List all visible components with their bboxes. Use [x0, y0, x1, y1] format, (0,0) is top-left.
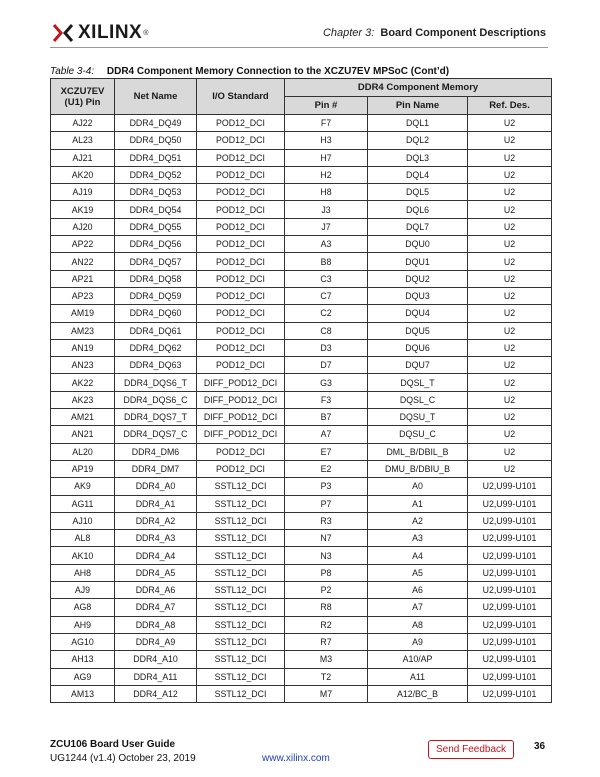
cell-u1-pin: AK23 — [51, 391, 115, 408]
cell-io-standard: SSTL12_DCI — [197, 495, 285, 512]
cell-net-name: DDR4_DQ62 — [115, 339, 197, 356]
cell-io-standard: POD12_DCI — [197, 132, 285, 149]
table-row — [51, 201, 552, 218]
cell-io-standard: SSTL12_DCI — [197, 616, 285, 633]
cell-ref-des: U2 — [468, 443, 552, 460]
cell-net-name: DDR4_DQS6_T — [115, 374, 197, 391]
cell-io-standard: SSTL12_DCI — [197, 564, 285, 581]
xilinx-logo-icon — [52, 22, 74, 44]
table-row — [51, 668, 552, 685]
column-header-pin-number: Pin # — [285, 97, 368, 115]
ddr4-connection-table — [50, 78, 552, 703]
cell-pin-name: DQSU_C — [368, 426, 468, 443]
cell-pin-name: DQU2 — [368, 270, 468, 287]
cell-io-standard: POD12_DCI — [197, 460, 285, 477]
cell-pin-name: DQSU_T — [368, 409, 468, 426]
table-row — [51, 512, 552, 529]
column-group-ddr4-memory: DDR4 Component Memory — [285, 79, 552, 97]
chapter-title: Board Component Descriptions — [380, 27, 546, 39]
page-footer — [0, 733, 600, 777]
cell-pin-number: D7 — [285, 357, 368, 374]
table-row — [51, 495, 552, 512]
cell-io-standard: DIFF_POD12_DCI — [197, 374, 285, 391]
cell-pin-number: R8 — [285, 599, 368, 616]
cell-pin-number: P8 — [285, 564, 368, 581]
column-header-u1-line2: (U1) Pin — [64, 96, 101, 108]
page-number: 36 — [534, 741, 546, 752]
cell-u1-pin: AG9 — [51, 668, 115, 685]
table-row — [51, 426, 552, 443]
cell-pin-name: DQU3 — [368, 287, 468, 304]
cell-net-name: DDR4_DQ56 — [115, 236, 197, 253]
cell-u1-pin: AK20 — [51, 166, 115, 183]
cell-pin-name: A11 — [368, 668, 468, 685]
cell-pin-number: A7 — [285, 426, 368, 443]
cell-pin-number: R2 — [285, 616, 368, 633]
cell-io-standard: POD12_DCI — [197, 270, 285, 287]
column-header-pin-name: Pin Name — [368, 97, 468, 115]
cell-net-name: DDR4_DQ52 — [115, 166, 197, 183]
cell-pin-name: DQU5 — [368, 322, 468, 339]
table-caption — [50, 66, 449, 77]
chapter-prefix: Chapter 3: — [322, 27, 375, 39]
cell-ref-des: U2 — [468, 132, 552, 149]
table-row — [51, 357, 552, 374]
cell-pin-name: A2 — [368, 512, 468, 529]
logo-text: XILINX — [78, 22, 143, 43]
table-row — [51, 564, 552, 581]
cell-net-name: DDR4_DQ59 — [115, 287, 197, 304]
cell-u1-pin: AK9 — [51, 478, 115, 495]
cell-net-name: DDR4_DQS7_C — [115, 426, 197, 443]
table-row — [51, 218, 552, 235]
table-row — [51, 391, 552, 408]
table-body — [51, 115, 552, 703]
cell-pin-name: A8 — [368, 616, 468, 633]
footer-revision: UG1244 (v1.4) October 23, 2019 — [50, 753, 196, 764]
table-row — [51, 582, 552, 599]
table-row — [51, 409, 552, 426]
cell-net-name: DDR4_DQ60 — [115, 305, 197, 322]
cell-u1-pin: AM21 — [51, 409, 115, 426]
cell-pin-name: DQL5 — [368, 184, 468, 201]
table-row — [51, 599, 552, 616]
cell-io-standard: POD12_DCI — [197, 287, 285, 304]
cell-u1-pin: AJ22 — [51, 115, 115, 132]
cell-io-standard: POD12_DCI — [197, 357, 285, 374]
cell-pin-name: A4 — [368, 547, 468, 564]
cell-io-standard: POD12_DCI — [197, 149, 285, 166]
cell-u1-pin: AN23 — [51, 357, 115, 374]
cell-pin-number: J3 — [285, 201, 368, 218]
footer-url-link[interactable]: www.xilinx.com — [262, 753, 330, 764]
cell-pin-number: F3 — [285, 391, 368, 408]
table-row — [51, 616, 552, 633]
table-row — [51, 184, 552, 201]
cell-io-standard: SSTL12_DCI — [197, 582, 285, 599]
cell-pin-number: P3 — [285, 478, 368, 495]
send-feedback-button[interactable]: Send Feedback — [428, 740, 514, 759]
cell-ref-des: U2 — [468, 149, 552, 166]
cell-pin-name: A1 — [368, 495, 468, 512]
cell-ref-des: U2,U99-U101 — [468, 651, 552, 668]
cell-io-standard: SSTL12_DCI — [197, 512, 285, 529]
cell-net-name: DDR4_A12 — [115, 685, 197, 702]
cell-net-name: DDR4_DQS7_T — [115, 409, 197, 426]
cell-io-standard: POD12_DCI — [197, 218, 285, 235]
cell-pin-name: DQL4 — [368, 166, 468, 183]
cell-pin-number: C2 — [285, 305, 368, 322]
cell-pin-name: A5 — [368, 564, 468, 581]
cell-pin-number: G3 — [285, 374, 368, 391]
cell-pin-name: DMU_B/DBIU_B — [368, 460, 468, 477]
cell-ref-des: U2 — [468, 236, 552, 253]
cell-io-standard: POD12_DCI — [197, 322, 285, 339]
cell-pin-number: E7 — [285, 443, 368, 460]
table-row — [51, 132, 552, 149]
cell-pin-number: C3 — [285, 270, 368, 287]
cell-pin-name: DQU7 — [368, 357, 468, 374]
table-row — [51, 478, 552, 495]
table-row — [51, 253, 552, 270]
column-header-u1-pin — [51, 79, 115, 115]
cell-ref-des: U2,U99-U101 — [468, 668, 552, 685]
cell-net-name: DDR4_A3 — [115, 530, 197, 547]
cell-net-name: DDR4_DQ55 — [115, 218, 197, 235]
cell-net-name: DDR4_A7 — [115, 599, 197, 616]
cell-net-name: DDR4_DQ54 — [115, 201, 197, 218]
cell-pin-name: A7 — [368, 599, 468, 616]
logo-registered-mark: ® — [143, 29, 149, 37]
cell-ref-des: U2,U99-U101 — [468, 616, 552, 633]
cell-net-name: DDR4_A11 — [115, 668, 197, 685]
footer-guide-title: ZCU106 Board User Guide — [50, 739, 176, 750]
cell-io-standard: SSTL12_DCI — [197, 633, 285, 650]
cell-ref-des: U2 — [468, 253, 552, 270]
cell-pin-number: M7 — [285, 685, 368, 702]
cell-io-standard: SSTL12_DCI — [197, 651, 285, 668]
table-row — [51, 287, 552, 304]
cell-ref-des: U2,U99-U101 — [468, 564, 552, 581]
cell-net-name: DDR4_A8 — [115, 616, 197, 633]
cell-u1-pin: AK10 — [51, 547, 115, 564]
cell-net-name: DDR4_A4 — [115, 547, 197, 564]
cell-pin-name: DQSL_T — [368, 374, 468, 391]
cell-ref-des: U2,U99-U101 — [468, 547, 552, 564]
cell-pin-number: F7 — [285, 115, 368, 132]
cell-u1-pin: AJ9 — [51, 582, 115, 599]
cell-pin-name: DQL7 — [368, 218, 468, 235]
cell-io-standard: SSTL12_DCI — [197, 530, 285, 547]
cell-net-name: DDR4_A0 — [115, 478, 197, 495]
cell-net-name: DDR4_DQ63 — [115, 357, 197, 374]
cell-pin-number: C7 — [285, 287, 368, 304]
cell-pin-number: P2 — [285, 582, 368, 599]
cell-pin-number: R3 — [285, 512, 368, 529]
cell-u1-pin: AK19 — [51, 201, 115, 218]
cell-pin-number: N7 — [285, 530, 368, 547]
cell-u1-pin: AP19 — [51, 460, 115, 477]
table-row — [51, 305, 552, 322]
cell-pin-name: DQSL_C — [368, 391, 468, 408]
cell-u1-pin: AM23 — [51, 322, 115, 339]
cell-ref-des: U2,U99-U101 — [468, 633, 552, 650]
cell-u1-pin: AJ19 — [51, 184, 115, 201]
cell-ref-des: U2,U99-U101 — [468, 512, 552, 529]
cell-pin-name: A12/BC_B — [368, 685, 468, 702]
cell-net-name: DDR4_DM6 — [115, 443, 197, 460]
cell-ref-des: U2 — [468, 287, 552, 304]
cell-net-name: DDR4_DQ53 — [115, 184, 197, 201]
cell-u1-pin: AK22 — [51, 374, 115, 391]
column-header-ref-des: Ref. Des. — [468, 97, 552, 115]
cell-u1-pin: AG8 — [51, 599, 115, 616]
cell-io-standard: DIFF_POD12_DCI — [197, 391, 285, 408]
cell-ref-des: U2,U99-U101 — [468, 582, 552, 599]
cell-pin-number: P7 — [285, 495, 368, 512]
page-header — [0, 0, 600, 60]
cell-pin-number: A3 — [285, 236, 368, 253]
cell-pin-name: DML_B/DBIL_B — [368, 443, 468, 460]
column-header-io-standard: I/O Standard — [197, 79, 285, 115]
cell-ref-des: U2,U99-U101 — [468, 495, 552, 512]
cell-ref-des: U2 — [468, 305, 552, 322]
cell-pin-name: DQU0 — [368, 236, 468, 253]
cell-io-standard: SSTL12_DCI — [197, 478, 285, 495]
table-row — [51, 633, 552, 650]
cell-ref-des: U2 — [468, 218, 552, 235]
cell-pin-name: DQL6 — [368, 201, 468, 218]
cell-io-standard: POD12_DCI — [197, 184, 285, 201]
cell-io-standard: POD12_DCI — [197, 339, 285, 356]
cell-io-standard: POD12_DCI — [197, 305, 285, 322]
cell-ref-des: U2 — [468, 184, 552, 201]
cell-io-standard: POD12_DCI — [197, 443, 285, 460]
cell-io-standard: SSTL12_DCI — [197, 685, 285, 702]
cell-u1-pin: AM19 — [51, 305, 115, 322]
table-row — [51, 149, 552, 166]
cell-u1-pin: AH9 — [51, 616, 115, 633]
cell-ref-des: U2 — [468, 270, 552, 287]
cell-pin-number: R7 — [285, 633, 368, 650]
cell-ref-des: U2 — [468, 201, 552, 218]
cell-ref-des: U2,U99-U101 — [468, 599, 552, 616]
cell-net-name: DDR4_DQ61 — [115, 322, 197, 339]
cell-ref-des: U2,U99-U101 — [468, 685, 552, 702]
cell-pin-name: DQU1 — [368, 253, 468, 270]
cell-pin-number: T2 — [285, 668, 368, 685]
cell-u1-pin: AH13 — [51, 651, 115, 668]
cell-io-standard: POD12_DCI — [197, 253, 285, 270]
cell-pin-name: A10/AP — [368, 651, 468, 668]
cell-pin-number: E2 — [285, 460, 368, 477]
cell-ref-des: U2 — [468, 339, 552, 356]
table-row — [51, 374, 552, 391]
table-row — [51, 443, 552, 460]
cell-pin-name: DQL2 — [368, 132, 468, 149]
cell-pin-number: H3 — [285, 132, 368, 149]
cell-io-standard: SSTL12_DCI — [197, 547, 285, 564]
cell-pin-name: DQL1 — [368, 115, 468, 132]
cell-net-name: DDR4_DQ57 — [115, 253, 197, 270]
table-title: DDR4 Component Memory Connection to the XCZU7EV MPSoC (Cont’d) — [106, 66, 450, 77]
xilinx-logo — [52, 22, 148, 44]
table-row — [51, 685, 552, 702]
cell-u1-pin: AH8 — [51, 564, 115, 581]
cell-u1-pin: AP21 — [51, 270, 115, 287]
table-row — [51, 115, 552, 132]
table-row — [51, 270, 552, 287]
table-row — [51, 651, 552, 668]
cell-net-name: DDR4_DQ51 — [115, 149, 197, 166]
cell-ref-des: U2 — [468, 115, 552, 132]
cell-pin-number: H8 — [285, 184, 368, 201]
cell-u1-pin: AG11 — [51, 495, 115, 512]
cell-net-name: DDR4_DQ58 — [115, 270, 197, 287]
cell-u1-pin: AJ21 — [51, 149, 115, 166]
cell-u1-pin: AN22 — [51, 253, 115, 270]
cell-pin-number: H7 — [285, 149, 368, 166]
cell-u1-pin: AJ10 — [51, 512, 115, 529]
cell-u1-pin: AG10 — [51, 633, 115, 650]
cell-net-name: DDR4_A1 — [115, 495, 197, 512]
cell-io-standard: POD12_DCI — [197, 201, 285, 218]
header-divider — [50, 47, 548, 48]
cell-net-name: DDR4_DM7 — [115, 460, 197, 477]
cell-pin-number: D3 — [285, 339, 368, 356]
cell-pin-name: A6 — [368, 582, 468, 599]
column-header-u1-line1: XCZU7EV — [60, 85, 105, 97]
cell-pin-number: H2 — [285, 166, 368, 183]
cell-io-standard: POD12_DCI — [197, 166, 285, 183]
cell-ref-des: U2 — [468, 374, 552, 391]
table-number: Table 3-4: — [50, 66, 95, 77]
cell-io-standard: DIFF_POD12_DCI — [197, 409, 285, 426]
cell-net-name: DDR4_A10 — [115, 651, 197, 668]
cell-pin-number: M3 — [285, 651, 368, 668]
cell-u1-pin: AN19 — [51, 339, 115, 356]
cell-u1-pin: AM13 — [51, 685, 115, 702]
cell-u1-pin: AL8 — [51, 530, 115, 547]
table-row — [51, 339, 552, 356]
cell-io-standard: POD12_DCI — [197, 236, 285, 253]
cell-pin-number: N3 — [285, 547, 368, 564]
cell-net-name: DDR4_A9 — [115, 633, 197, 650]
table-row — [51, 322, 552, 339]
cell-io-standard: SSTL12_DCI — [197, 599, 285, 616]
cell-pin-number: J7 — [285, 218, 368, 235]
cell-ref-des: U2,U99-U101 — [468, 530, 552, 547]
cell-u1-pin: AL23 — [51, 132, 115, 149]
cell-pin-name: A9 — [368, 633, 468, 650]
cell-ref-des: U2 — [468, 426, 552, 443]
cell-pin-name: DQL3 — [368, 149, 468, 166]
cell-pin-number: C8 — [285, 322, 368, 339]
cell-net-name: DDR4_A5 — [115, 564, 197, 581]
table-row — [51, 547, 552, 564]
cell-u1-pin: AL20 — [51, 443, 115, 460]
cell-u1-pin: AP22 — [51, 236, 115, 253]
table-row — [51, 166, 552, 183]
cell-pin-name: DQU4 — [368, 305, 468, 322]
cell-u1-pin: AN21 — [51, 426, 115, 443]
cell-net-name: DDR4_DQ49 — [115, 115, 197, 132]
table-row — [51, 236, 552, 253]
cell-ref-des: U2 — [468, 391, 552, 408]
cell-ref-des: U2 — [468, 409, 552, 426]
cell-u1-pin: AP23 — [51, 287, 115, 304]
cell-net-name: DDR4_DQ50 — [115, 132, 197, 149]
table-row — [51, 460, 552, 477]
cell-u1-pin: AJ20 — [51, 218, 115, 235]
cell-pin-name: DQU6 — [368, 339, 468, 356]
column-header-net-name: Net Name — [115, 79, 197, 115]
cell-ref-des: U2,U99-U101 — [468, 478, 552, 495]
cell-io-standard: POD12_DCI — [197, 115, 285, 132]
cell-pin-name: A0 — [368, 478, 468, 495]
cell-net-name: DDR4_A6 — [115, 582, 197, 599]
cell-io-standard: DIFF_POD12_DCI — [197, 426, 285, 443]
chapter-heading — [323, 27, 546, 39]
cell-pin-number: B8 — [285, 253, 368, 270]
cell-pin-number: B7 — [285, 409, 368, 426]
cell-ref-des: U2 — [468, 357, 552, 374]
cell-net-name: DDR4_DQS6_C — [115, 391, 197, 408]
cell-net-name: DDR4_A2 — [115, 512, 197, 529]
cell-ref-des: U2 — [468, 322, 552, 339]
table-row — [51, 530, 552, 547]
cell-ref-des: U2 — [468, 166, 552, 183]
cell-io-standard: SSTL12_DCI — [197, 668, 285, 685]
cell-ref-des: U2 — [468, 460, 552, 477]
cell-pin-name: A3 — [368, 530, 468, 547]
